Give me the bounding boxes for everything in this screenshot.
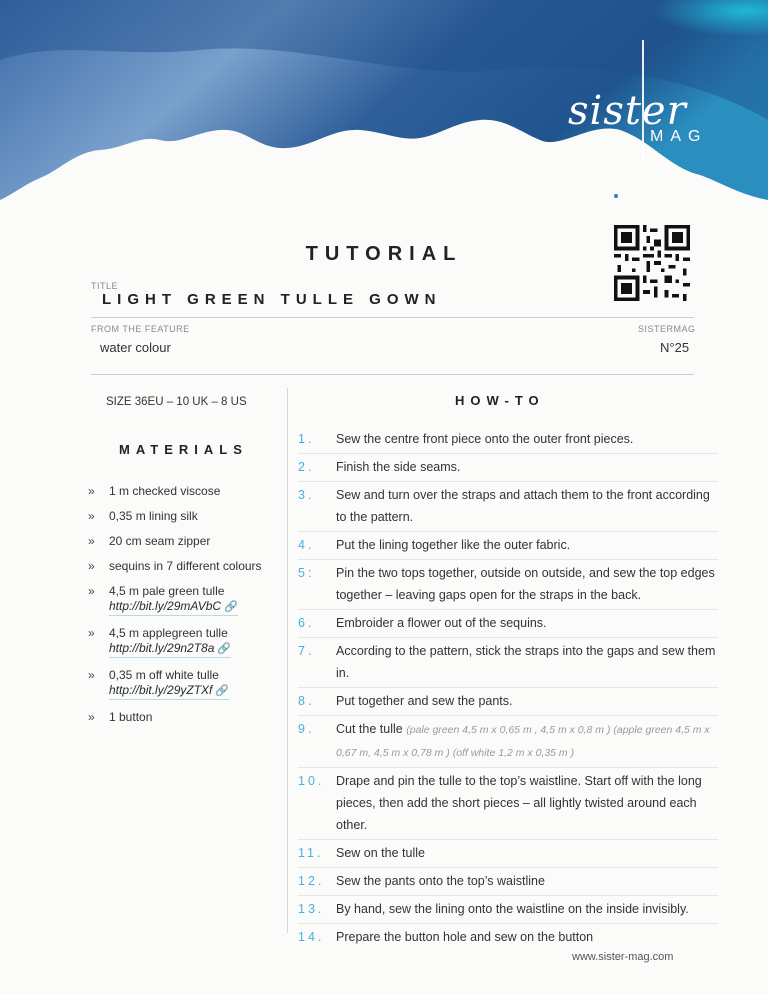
material-item xyxy=(88,559,278,574)
step-text: Sew and turn over the straps and attach them to the front according to the pattern. xyxy=(336,488,710,524)
step-item xyxy=(298,534,718,560)
step-text: Drape and pin the tulle to the top’s waistline. Start off with the long pieces, then add the short pieces – all lightly twisted around each other. xyxy=(336,774,702,832)
step-item xyxy=(298,456,718,482)
bullet-icon: » xyxy=(88,484,95,498)
step-number: 3. xyxy=(298,488,315,502)
material-text: 4,5 m applegreen tulle xyxy=(109,626,228,640)
material-text: 20 cm seam zipper xyxy=(109,534,211,548)
step-text: Sew the centre front piece onto the outer front pieces. xyxy=(336,432,634,446)
material-text: 0,35 m lining silk xyxy=(109,509,198,523)
material-text: 1 m checked viscose xyxy=(109,484,221,498)
step-text: Put together and sew the pants. xyxy=(336,694,513,708)
step-item xyxy=(298,612,718,638)
accent-dot xyxy=(614,194,618,198)
link-icon: 🔗 xyxy=(217,643,232,655)
footer-url[interactable]: www.sister-mag.com xyxy=(572,951,674,963)
step-item xyxy=(298,870,718,896)
bullet-icon: » xyxy=(88,559,95,573)
step-number: 12. xyxy=(298,874,325,888)
step-text: Pin the two tops together, outside on outside, and sew the top edges together – leaving gaps open for the straps in the back. xyxy=(336,566,715,602)
qr-code-icon[interactable] xyxy=(611,225,693,301)
bullet-icon: » xyxy=(88,710,95,724)
material-link[interactable]: http://bit.ly/29yZTXf 🔗 xyxy=(109,683,229,700)
bullet-icon: » xyxy=(88,668,95,682)
step-text: Finish the side seams. xyxy=(336,460,461,474)
step-item xyxy=(298,926,718,951)
step-item xyxy=(298,562,718,610)
step-text: By hand, sew the lining onto the waistline on the inside invisibly. xyxy=(336,902,689,916)
step-number: 6. xyxy=(298,616,315,630)
step-text: Put the lining together like the outer fabric. xyxy=(336,538,571,552)
step-item xyxy=(298,640,718,688)
tutorial-title: LIGHT GREEN TULLE GOWN xyxy=(102,291,442,308)
step-text: Embroider a flower out of the sequins. xyxy=(336,616,547,630)
step-number: 5: xyxy=(298,566,315,580)
step-item xyxy=(298,770,718,840)
bullet-icon: » xyxy=(88,509,95,523)
step-text: Cut the tulle xyxy=(336,722,403,736)
step-note: (pale green 4,5 m x 0,65 m , 4,5 m x 0,8 m ) (apple green 4,5 m x 0,67 m, 4,5 m x 0,78 m ) (off white 1,2 m x 0,35 m ) xyxy=(336,724,710,759)
step-number: 11. xyxy=(298,846,324,860)
material-item xyxy=(88,534,278,549)
divider xyxy=(91,317,694,318)
material-text: 1 button xyxy=(109,710,153,724)
feature-name: water colour xyxy=(100,340,171,355)
link-icon: 🔗 xyxy=(215,685,230,697)
step-item xyxy=(298,898,718,924)
material-item xyxy=(88,626,278,658)
step-text: Prepare the button hole and sew on the button xyxy=(336,930,594,944)
step-number: 8. xyxy=(298,694,315,708)
material-item xyxy=(88,484,278,499)
step-text: According to the pattern, stick the straps into the gaps and sew them in. xyxy=(336,644,716,680)
step-text: Sew the pants onto the top’s waistline xyxy=(336,874,545,888)
material-link[interactable]: http://bit.ly/29n2T8a 🔗 xyxy=(109,641,231,658)
column-divider xyxy=(287,388,288,933)
link-icon: 🔗 xyxy=(224,601,238,613)
step-number: 7. xyxy=(298,644,315,658)
bullet-icon: » xyxy=(88,626,95,640)
step-number: 10. xyxy=(298,774,325,788)
material-text: 0,35 m off white tulle xyxy=(109,668,219,682)
title-label: TITLE xyxy=(91,281,119,291)
page-heading: TUTORIAL xyxy=(305,243,463,265)
divider xyxy=(91,374,694,375)
magazine-label: SISTERMAG xyxy=(638,324,696,334)
material-item xyxy=(88,710,278,725)
howto-heading: HOW-TO xyxy=(455,393,545,408)
material-item xyxy=(88,668,278,700)
material-text: 4,5 m pale green tulle xyxy=(109,584,225,598)
step-text: Sew on the tulle xyxy=(336,846,425,860)
bullet-icon: » xyxy=(88,584,95,598)
step-item xyxy=(298,484,718,532)
size-info: SIZE 36EU – 10 UK – 8 US xyxy=(106,396,247,408)
material-link[interactable]: http://bit.ly/29mAVbC 🔗 xyxy=(109,599,238,616)
step-number: 9. xyxy=(298,722,315,736)
materials-heading: MATERIALS xyxy=(119,442,248,457)
step-item xyxy=(298,718,718,768)
step-item xyxy=(298,842,718,868)
step-number: 2. xyxy=(298,460,315,474)
issue-number: N°25 xyxy=(660,340,690,355)
step-number: 1. xyxy=(298,432,315,446)
sistermag-logo[interactable] xyxy=(560,40,730,150)
step-number: 4. xyxy=(298,538,315,552)
logo-script-text: sister xyxy=(568,88,687,134)
material-item xyxy=(88,584,278,616)
howto-steps xyxy=(298,428,718,953)
material-text: sequins in 7 different colours xyxy=(109,559,262,573)
step-item xyxy=(298,428,718,454)
step-item xyxy=(298,690,718,716)
materials-list xyxy=(88,484,278,725)
feature-label: FROM THE FEATURE xyxy=(91,324,190,334)
bullet-icon: » xyxy=(88,534,95,548)
logo-mag-text: MAG xyxy=(650,128,708,145)
material-item xyxy=(88,509,278,524)
step-number: 14. xyxy=(298,930,325,944)
step-number: 13. xyxy=(298,902,325,916)
